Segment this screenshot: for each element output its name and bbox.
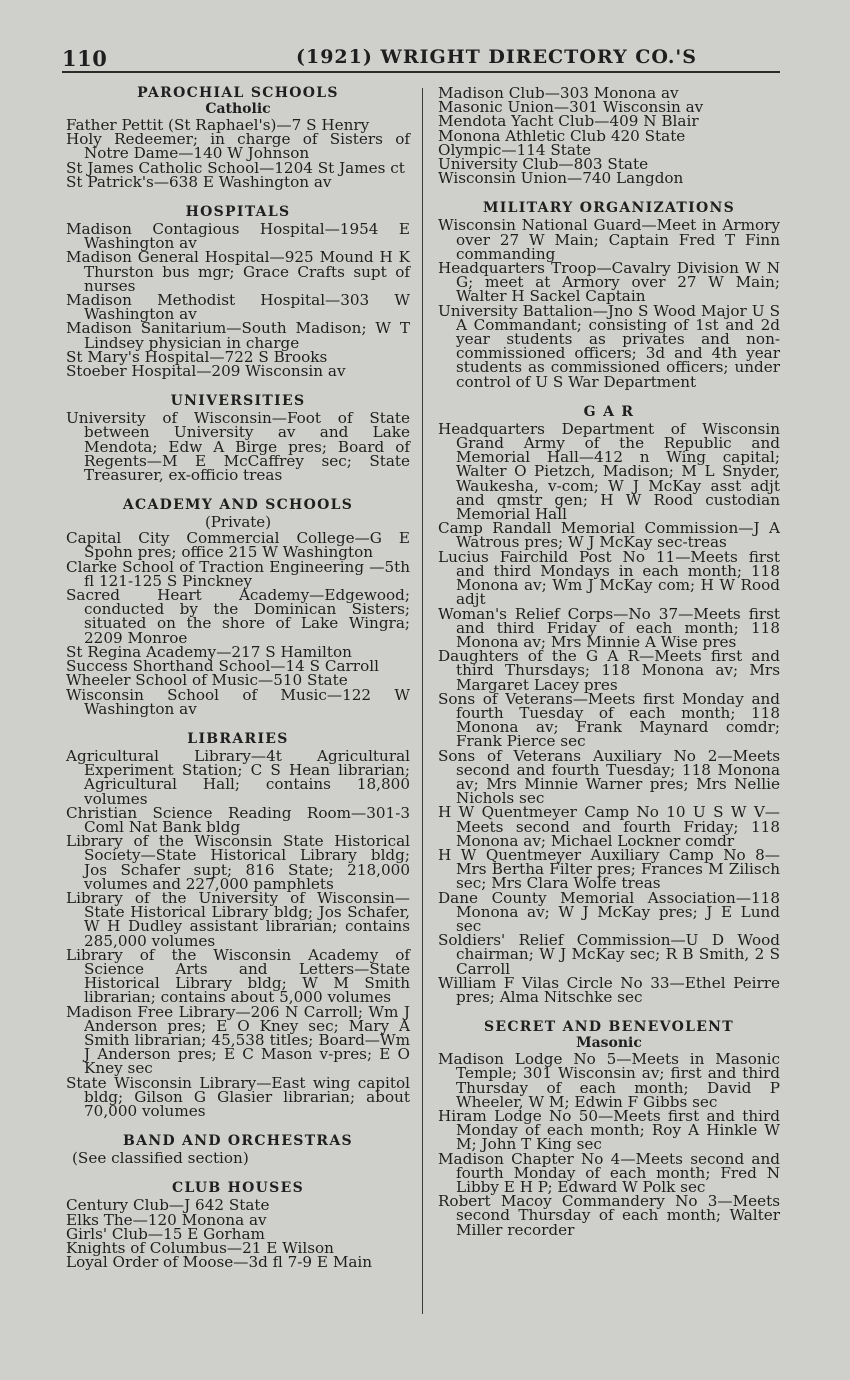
section-universities (66, 393, 410, 485)
section-academy-and-schools (66, 498, 410, 716)
section-continued (438, 84, 780, 188)
directory-entry: Capital City Commercial College—G E Spohn pres; office 215 W Washington (66, 529, 410, 562)
directory-entry: State Wisconsin Library—East wing capitol bldg; Gilson G Glasier librarian; about 70,000 volumes (66, 1073, 410, 1120)
directory-entry: Success Shorthand School—14 S Carroll (66, 657, 379, 676)
directory-entry: Hiram Lodge No 50—Meets first and third Monday of each month; Roy A Hinkle W M; John T King sec (438, 1107, 780, 1154)
directory-entry: Elks The—120 Monona av (66, 1210, 267, 1229)
directory-entry: Headquarters Department of Wisconsin Grand Army of the Republic and Memorial Hall—412 n Wing capital; Walter O Pietzch, Madison; M L Snyder, Waukesha, v-com; W J McKay asst adjt and qmstr gen; H W Rood custodian Memorial Hall (438, 419, 780, 524)
directory-entry: Sons of Veterans—Meets first Monday and fourth Tuesday of each month; 118 Monona av; Frank Maynard comdr; Frank Pierce sec (438, 689, 780, 751)
section-heading: BAND AND ORCHESTRAS (123, 1133, 353, 1150)
directory-entry: Holy Redeemer; in charge of Sisters of Notre Dame—140 W Johnson (66, 130, 410, 163)
section-subheading: Masonic (576, 1035, 642, 1052)
section-hospitals (66, 204, 410, 381)
directory-entry: Wisconsin National Guard—Meet in Armory over 27 W Main; Captain Fred T Finn commanding (438, 216, 780, 263)
directory-entry: Dane County Memorial Association—118 Monona av; W J McKay pres; J E Lund sec (438, 888, 780, 935)
directory-entry: Wisconsin Union—740 Langdon (438, 169, 684, 188)
directory-entry: William F Vilas Circle No 33—Ethel Peirre pres; Alma Nitschke sec (438, 973, 780, 1006)
section-heading: HOSPITALS (185, 204, 291, 221)
directory-entry: Madison Club—303 Monona av (438, 84, 679, 102)
directory-entry: St Patrick's—638 E Washington av (66, 172, 332, 191)
directory-entry: University of Wisconsin—Foot of State between University av and Lake Mendota; Edw A Birge pres; Board of Regents—M E McCaffrey sec; State Treasurer, ex-officio treas (66, 409, 410, 485)
section-g-a-r (438, 405, 780, 1004)
directory-entry: Soldiers' Relief Commission—U D Wood chairman; W J McKay sec; R B Smith, 2 S Carroll (438, 931, 780, 978)
section-heading: PAROCHIAL SCHOOLS (137, 85, 339, 101)
directory-entry: Library of the Wisconsin Academy of Science Arts and Letters—State Historical Library bldg; W M Smith librarian; contains about 5,000 volumes (66, 945, 410, 1007)
directory-entry: H W Quentmeyer Camp No 10 U S W V—Meets second and fourth Friday; 118 Monona av; Michael Lockner comdr (438, 803, 780, 850)
directory-entry: Wisconsin School of Music—122 W Washington av (66, 685, 410, 718)
directory-entry: Century Club—J 642 State (66, 1196, 270, 1215)
directory-entry: St Mary's Hospital—722 S Brooks (66, 347, 328, 366)
section-note: (See classified section) (72, 1149, 249, 1168)
directory-entry: University Club—803 State (438, 155, 649, 174)
directory-entry: Madison Sanitarium—South Madison; W T Lindsey physician in charge (66, 319, 410, 352)
directory-entry: Masonic Union—301 Wisconsin av (438, 98, 704, 117)
directory-entry: Woman's Relief Corps—No 37—Meets first and third Friday of each month; 118 Monona av; Mrs Minnie A Wise pres (438, 604, 780, 651)
directory-entry: Library of the Wisconsin State Historical Society—State Historical Library bldg; Jos Schafer supt; 816 State; 218,000 volumes and 227,000 pamphlets (66, 832, 410, 893)
directory-entry: University Battalion—Jno S Wood Major U S A Commandant; consisting of 1st and 2d year students as privates and non-commissioned officers; 3d and 4th year students as commissioned officers; under control of U S War Department (438, 301, 780, 391)
section-heading: G A R (583, 403, 635, 420)
directory-entry: Mendota Yacht Club—409 N Blair (438, 112, 699, 131)
directory-entry: Clarke School of Traction Engineering —5th fl 121-125 S Pinckney (66, 557, 410, 590)
section-heading: SECRET AND BENEVOLENT (483, 1019, 734, 1036)
directory-entry: St James Catholic School—1204 St James ct (66, 158, 405, 177)
section-band-and-orchestras (66, 1133, 410, 1168)
directory-entry: Sons of Veterans Auxiliary No 2—Meets second and fourth Tuesday; 118 Monona av; Mrs Minnie Warner pres; Mrs Nellie Nichols sec (438, 746, 780, 808)
directory-entry: Madison Methodist Hospital—303 W Washington av (66, 291, 410, 324)
directory-entry: Girls' Club—15 E Gorham (66, 1224, 265, 1243)
directory-entry: Knights of Columbus—21 E Wilson (66, 1239, 334, 1257)
section-libraries (66, 732, 410, 1118)
directory-entry: Robert Macoy Commandery No 3—Meets second Thursday of each month; Walter Miller recorder (438, 1192, 780, 1239)
directory-entry: Christian Science Reading Room—301-3 Coml Nat Bank bldg (66, 803, 410, 836)
directory-entry: Wheeler School of Music—510 State (66, 671, 348, 690)
directory-entry: Madison General Hospital—925 Mound H K Thurston bus mgr; Grace Crafts supt of nurses (66, 248, 410, 295)
directory-entry: Lucius Fairchild Post No 11—Meets first and third Mondays in each month; 118 Monona av; Wm J McKay com; H W Rood adjt (438, 547, 780, 609)
section-subheading: (Private) (204, 513, 272, 532)
section-heading: CLUB HOUSES (172, 1180, 304, 1197)
directory-entry: Daughters of the G A R—Meets first and third Thursdays; 118 Monona av; Mrs Margaret Lacey pres (438, 647, 780, 694)
directory-entry: Father Pettit (St Raphael's)—7 S Henry (66, 116, 370, 134)
section-subheading: Catholic (205, 101, 271, 117)
directory-entry: Monona Athletic Club 420 State (438, 126, 686, 145)
directory-entry: Madison Free Library—206 N Carroll; Wm J Anderson pres; E O Kney sec; Mary A Smith librarian; 45,538 titles; Board—Wm J Anderson pres; E C Mason v-pres; E O Kney sec (66, 1002, 410, 1078)
directory-entry: Agricultural Library—4t Agricultural Experiment Station; C S Hean librarian; Agricultural Hall; contains 18,800 volumes (66, 746, 410, 808)
directory-entry: H W Quentmeyer Auxiliary Camp No 8—Mrs Bertha Filter pres; Frances M Zilisch sec; Mrs Clara Wolfe treas (438, 845, 780, 893)
section-military-organizations (438, 200, 780, 391)
directory-entry: Sacred Heart Academy—Edgewood; conducted by the Dominican Sisters; situated on the shore of Lake Wingra; 2209 Monroe (66, 586, 410, 647)
directory-entry: St Regina Academy—217 S Hamilton (66, 642, 352, 661)
section-heading: ACADEMY AND SCHOOLS (122, 497, 354, 514)
directory-entry: Library of the University of Wisconsin—State Historical Library bldg; Jos Schafer, W H Dudley assistant librarian; contains 285,000 volumes (66, 888, 410, 950)
directory-entry: Camp Randall Memorial Commission—J A Watrous pres; W J McKay sec-treas (438, 519, 780, 552)
page-title: (1921) WRIGHT DIRECTORY CO.'S (296, 46, 697, 68)
section-heading: UNIVERSITIES (170, 393, 306, 410)
column-divider (422, 88, 423, 1314)
left-column (66, 86, 410, 1285)
directory-entry: Stoeber Hospital—209 Wisconsin av (66, 362, 346, 381)
section-heading: MILITARY ORGANIZATIONS (482, 200, 735, 217)
section-secret-and-benevolent (438, 1020, 780, 1237)
right-column (438, 86, 780, 1253)
section-parochial-schools (66, 86, 410, 189)
directory-entry: Madison Lodge No 5—Meets in Masonic Temple; 301 Wisconsin av; first and third Thursday of each month; David P Wheeler, W M; Edwin F Gibbs sec (438, 1050, 780, 1111)
directory-entry: Loyal Order of Moose—3d fl 7-9 E Main (66, 1253, 373, 1272)
directory-entry: Headquarters Troop—Cavalry Division W N G; meet at Armory over 27 W Main; Walter H Sackel Captain (438, 259, 780, 306)
page-number: 110 (62, 46, 108, 71)
section-club-houses (66, 1180, 410, 1272)
section-heading: LIBRARIES (187, 730, 289, 747)
directory-entry: Madison Contagious Hospital—1954 E Washington av (66, 220, 410, 253)
directory-entry: Madison Chapter No 4—Meets second and fourth Monday of each month; Fred N Libby E H P; Edward W Polk sec (438, 1149, 780, 1197)
directory-entry: Olympic—114 State (438, 140, 592, 159)
header-rule (62, 71, 780, 73)
